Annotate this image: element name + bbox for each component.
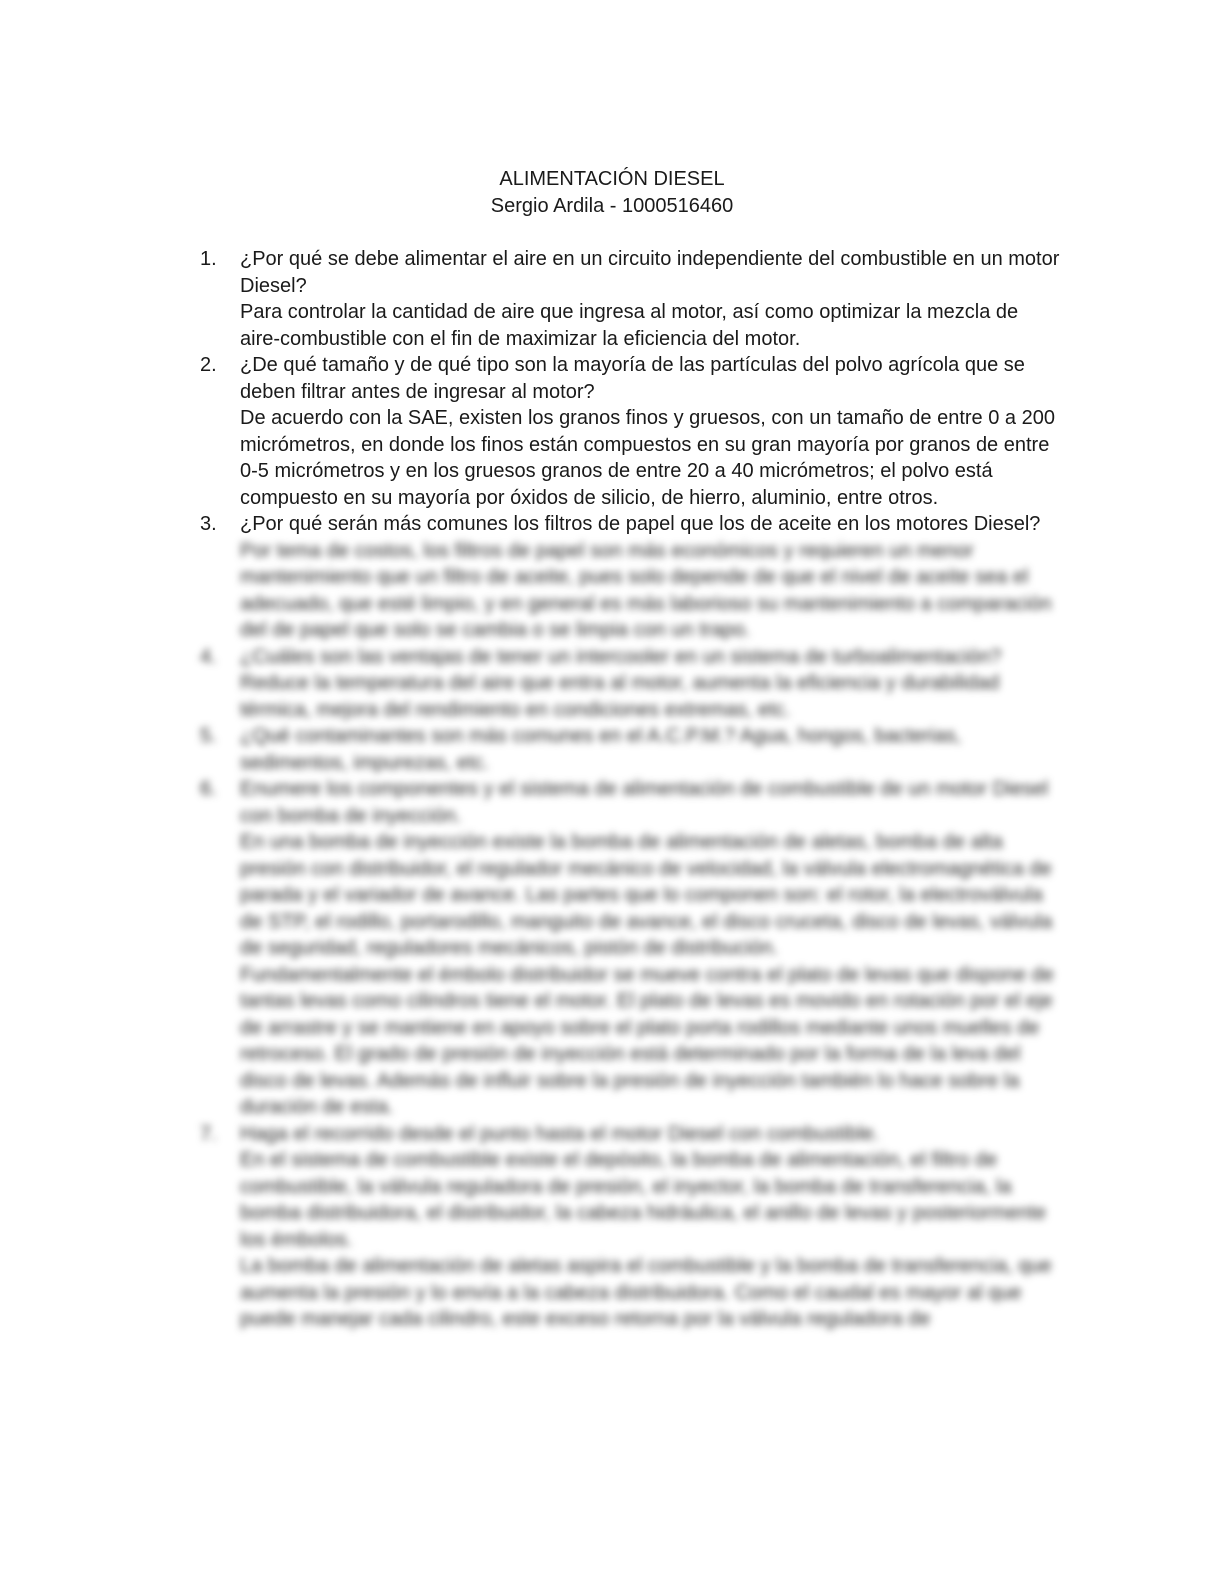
question-text: ¿Por qué se debe alimentar el aire en un circuito independiente del combustible en un motor Diesel? — [240, 248, 1060, 297]
question-text: ¿De qué tamaño y de qué tipo son la mayoría de las partículas del polvo agrícola que se deben filtrar antes de ingresar al motor? — [240, 354, 1025, 403]
item-body — [240, 511, 1060, 644]
answer-text: Para controlar la cantidad de aire que ingresa al motor, así como optimizar la mezcla de aire-combustible con el fin de maximizar la eficiencia del motor. — [240, 301, 1019, 350]
question-text: ¿Por qué serán más comunes los filtros de papel que los de aceite en los motores Diesel? — [240, 513, 1041, 535]
list-item-3 — [200, 511, 1060, 644]
document-title: ALIMENTACIÓN DIESEL — [499, 168, 725, 190]
answer-text: De acuerdo con la SAE, existen los granos finos y gruesos, con un tamaño de entre 0 a 200 micrómetros, en donde los finos están compuestos en su gran mayoría por granos de entre 0-5 micrómetros y en los gruesos granos de entre 20 a 40 micrómetros; el polvo está compuesto en su mayoría por óxidos de silicio, de hierro, aluminio, entre otros. — [240, 407, 1055, 509]
list-item-1 — [200, 246, 1060, 352]
item-number: 1. — [200, 248, 217, 270]
item-number: 2. — [200, 354, 217, 376]
item-body — [240, 246, 1060, 352]
blurred-remaining-content: 4. ¿Cuáles son las ventajas de tener un intercooler en un sistema de turboalimentación? Reduce la temperatura del aire que entra al motor, aumenta la eficiencia y durabilidad térmica, mejora del rendimiento en condiciones extremas, etc. 5. ¿Qué contaminantes son más comunes en el A.C.P.M.? Agua, hongos, bacterias, sedimentos, impurezas, etc. 6. Enumere los componentes y el sistema de alimentación de combustible de un motor Diesel con bomba de inyección. En una bomba de inyección existe la bomba de alimentación de aletas, bomba de alta presión con distribuidor, el regulador mecánico de velocidad, la válvula electromagnética de parada y el variador de avance. Las partes que lo componen son: el rotor, la electroválvula de STP, el rodillo, portarodillo, manguito de avance, el disco cruceta, disco de levas, válvula de seguridad, reguladores mecánicos, pistón de distribución. Fundamentalmente el émbolo distribuidor se mueve contra el plato de levas que dispone de tantas levas como cilindros tiene el motor. El plato de levas es movido en rotación por el eje de arrastre y se mantiene en apoyo sobre el plato porta rodillos mediante unos muelles de retroceso. El grado de presión de inyección está determinado por la forma de la leva del disco de levas. Además de influir sobre la presión de inyección también lo hace sobre la duración de esta. 7. Haga el recorrido desde el punto hasta el motor Diesel con combustible. En el sistema de combustible existe el depósito, la bomba de alimentación, el filtro de combustible, la válvula reguladora de presión, el inyector, la bomba de transferencia, la bomba distribuidora, el distribuidor, la cabeza hidráulica, el anillo de levas y posteriormente los émbolos. La bomba de alimentación de aletas aspira el combustible y la bomba de transferencia, que aumenta la presión y lo envía a la cabeza distribuidora. Como el caudal es mayor al que puede manejar cada cilindro, este exceso retorna por la válvula reguladora de — [200, 645, 1054, 1330]
item-number: 3. — [200, 513, 217, 535]
item-body — [240, 352, 1060, 511]
document-header — [0, 166, 1224, 220]
blurred-answer-3: Por tema de costos, los filtros de papel son más económicos y requieren un menor mantenimiento que un filtro de aceite, pues solo depende de que el nivel de aceite sea el adecuado, que esté limpio, y en general es más laborioso su mantenimiento a comparación del de papel que solo se cambia o se limpia con un trapo. — [240, 539, 1052, 641]
question-list — [200, 246, 1060, 1333]
author-line: Sergio Ardila - 1000516460 — [490, 195, 734, 217]
list-item-2 — [200, 352, 1060, 511]
